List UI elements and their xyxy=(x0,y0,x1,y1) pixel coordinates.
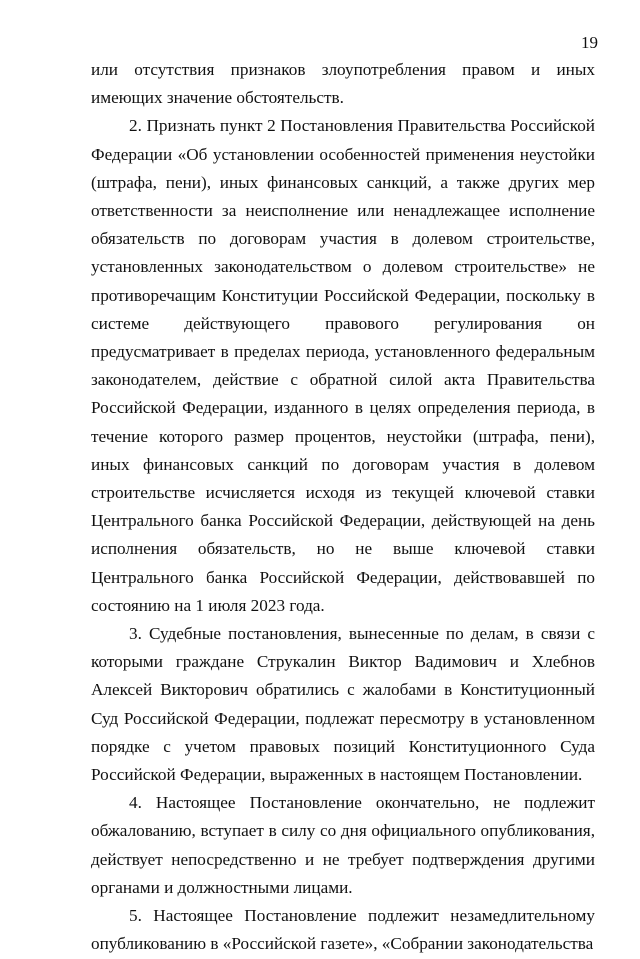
document-body xyxy=(91,56,595,959)
paragraph-item-3: 3. Судебные постановления, вынесенные по делам, в связи с которыми граждане Струкалин Виктор Вадимович и Хлебнов Алексей Викторович обратились с жалобами в Конституционный Суд Российской Федерации, подлежат пересмотру в установленном порядке с учетом правовых позиций Конституционного Суда Российской Федерации, выраженных в настоящем Постановлении. xyxy=(91,624,595,785)
page-number: 19 xyxy=(581,33,598,52)
paragraph-item-2: 2. Признать пункт 2 Постановления Правительства Российской Федерации «Об установлении особенностей применения неустойки (штрафа, пени), иных финансовых санкций, а также других мер ответственности за неисполнение или ненадлежащее исполнение обязательств по договорам участия в долевом строительстве, установленных законодательством о долевом строительстве» не противоречащим Конституции Российской Федерации, поскольку в системе действующего правового регулирования он предусматривает в пределах периода, установленного федеральным законодателем, действие с обратной силой акта Правительства Российской Федерации, изданного в целях определения периода, в течение которого размер процентов, неустойки (штрафа, пени), иных финансовых санкций по договорам участия в долевом строительстве исчисляется исходя из текущей ключевой ставки Центрального банка Российской Федерации, действующей на день исполнения обязательств, но не выше ключевой ставки Центрального банка Российской Федерации, действовавшей по состоянию на 1 июля 2023 года. xyxy=(91,116,595,615)
paragraph-item-4: 4. Настоящее Постановление окончательно, не подлежит обжалованию, вступает в силу со дня официального опубликования, действует непосредственно и не требует подтверждения другими органами и должностными лицами. xyxy=(91,793,595,897)
paragraph-continuation: или отсутствия признаков злоупотребления правом и иных имеющих значение обстоятельств. xyxy=(91,60,595,108)
paragraph-item-5: 5. Настоящее Постановление подлежит незамедлительному опубликованию в «Российской газете», «Собрании законодательства xyxy=(91,906,595,954)
